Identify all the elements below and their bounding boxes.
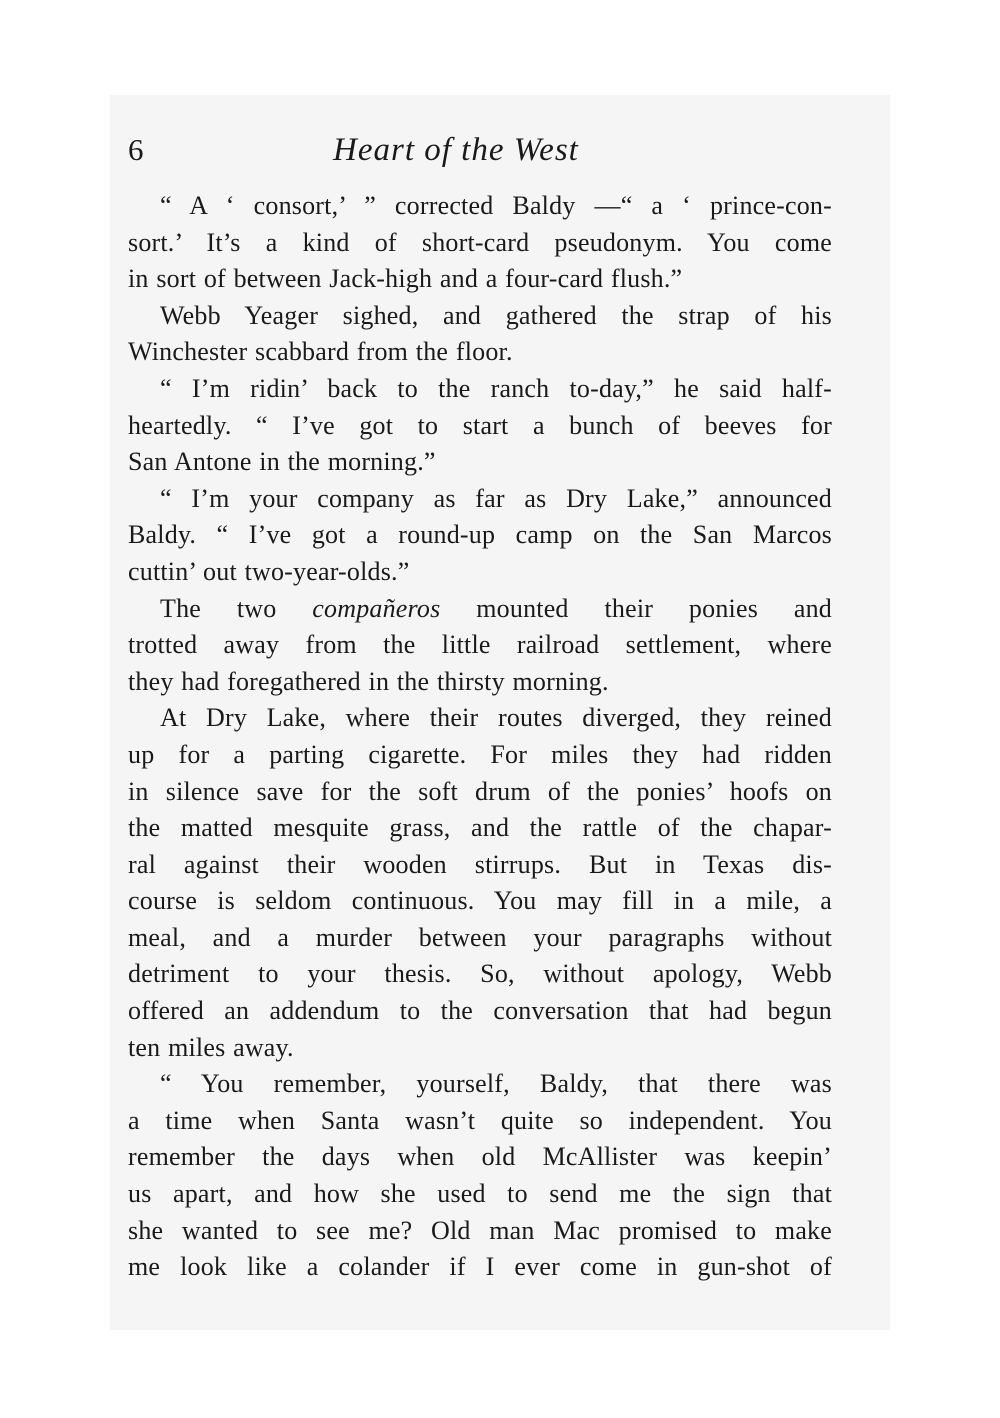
text-line: ral against their wooden stirrups. But in Texas dis- xyxy=(128,849,832,879)
text-line: remember the days when old McAllister was keepin’ xyxy=(128,1142,832,1172)
text-line: San Antone in the morning.” xyxy=(128,447,436,477)
text-line: ten miles away. xyxy=(128,1032,294,1062)
text-run: The two xyxy=(160,593,313,623)
text-line: At Dry Lake, where their routes diverged, they reined xyxy=(160,703,832,733)
text-line: me look like a colander if I ever come in gun-shot of xyxy=(128,1252,832,1282)
text-line: a time when Santa wasn’t quite so independent. You xyxy=(128,1105,832,1135)
text-line: they had foregathered in the thirsty morning. xyxy=(128,666,609,696)
text-line: course is seldom continuous. You may fill in a mile, a xyxy=(128,886,832,916)
text-line: the matted mesquite grass, and the rattle of the chapar- xyxy=(128,813,832,843)
text-line: “ I’m ridin’ back to the ranch to-day,” he said half- xyxy=(160,373,832,403)
text-line: sort.’ It’s a kind of short-card pseudonym. You come xyxy=(128,227,832,257)
text-line xyxy=(128,591,832,628)
running-title: Heart of the West xyxy=(333,132,579,168)
text-line: in silence save for the soft drum of the ponies’ hoofs on xyxy=(128,776,832,806)
text-line: cuttin’ out two-year-olds.” xyxy=(128,556,410,586)
text-line: “ I’m your company as far as Dry Lake,” announced xyxy=(160,483,832,513)
text-line: offered an addendum to the conversation that had begun xyxy=(128,996,832,1026)
text-line: us apart, and how she used to send me the sign that xyxy=(128,1179,832,1209)
text-line: Webb Yeager sighed, and gathered the strap of his xyxy=(160,300,832,330)
text-line: meal, and a murder between your paragraphs without xyxy=(128,922,832,952)
page-number: 6 xyxy=(128,132,144,167)
text-line: detriment to your thesis. So, without apology, Webb xyxy=(128,959,832,989)
text-line: heartedly. “ I’ve got to start a bunch of beeves for xyxy=(128,410,832,440)
text-line: in sort of between Jack-high and a four-card flush.” xyxy=(128,264,683,294)
text-line: Winchester scabbard from the floor. xyxy=(128,337,513,367)
text-line: “ You remember, yourself, Baldy, that there was xyxy=(160,1069,832,1099)
text-line: Baldy. “ I’ve got a round-up camp on the San Marcos xyxy=(128,520,832,550)
text-line: trotted away from the little railroad settlement, where xyxy=(128,630,832,660)
text-line: up for a parting cigarette. For miles they had ridden xyxy=(128,739,832,769)
text-line: she wanted to see me? Old man Mac promised to make xyxy=(128,1215,832,1245)
text-line: “ A ‘ consort,’ ” corrected Baldy —“ a ‘ prince-con- xyxy=(160,191,832,220)
text-run: mounted their ponies and xyxy=(440,593,832,623)
running-header xyxy=(128,132,832,172)
italic-word: compañeros xyxy=(312,593,441,623)
body-text xyxy=(128,188,832,1286)
